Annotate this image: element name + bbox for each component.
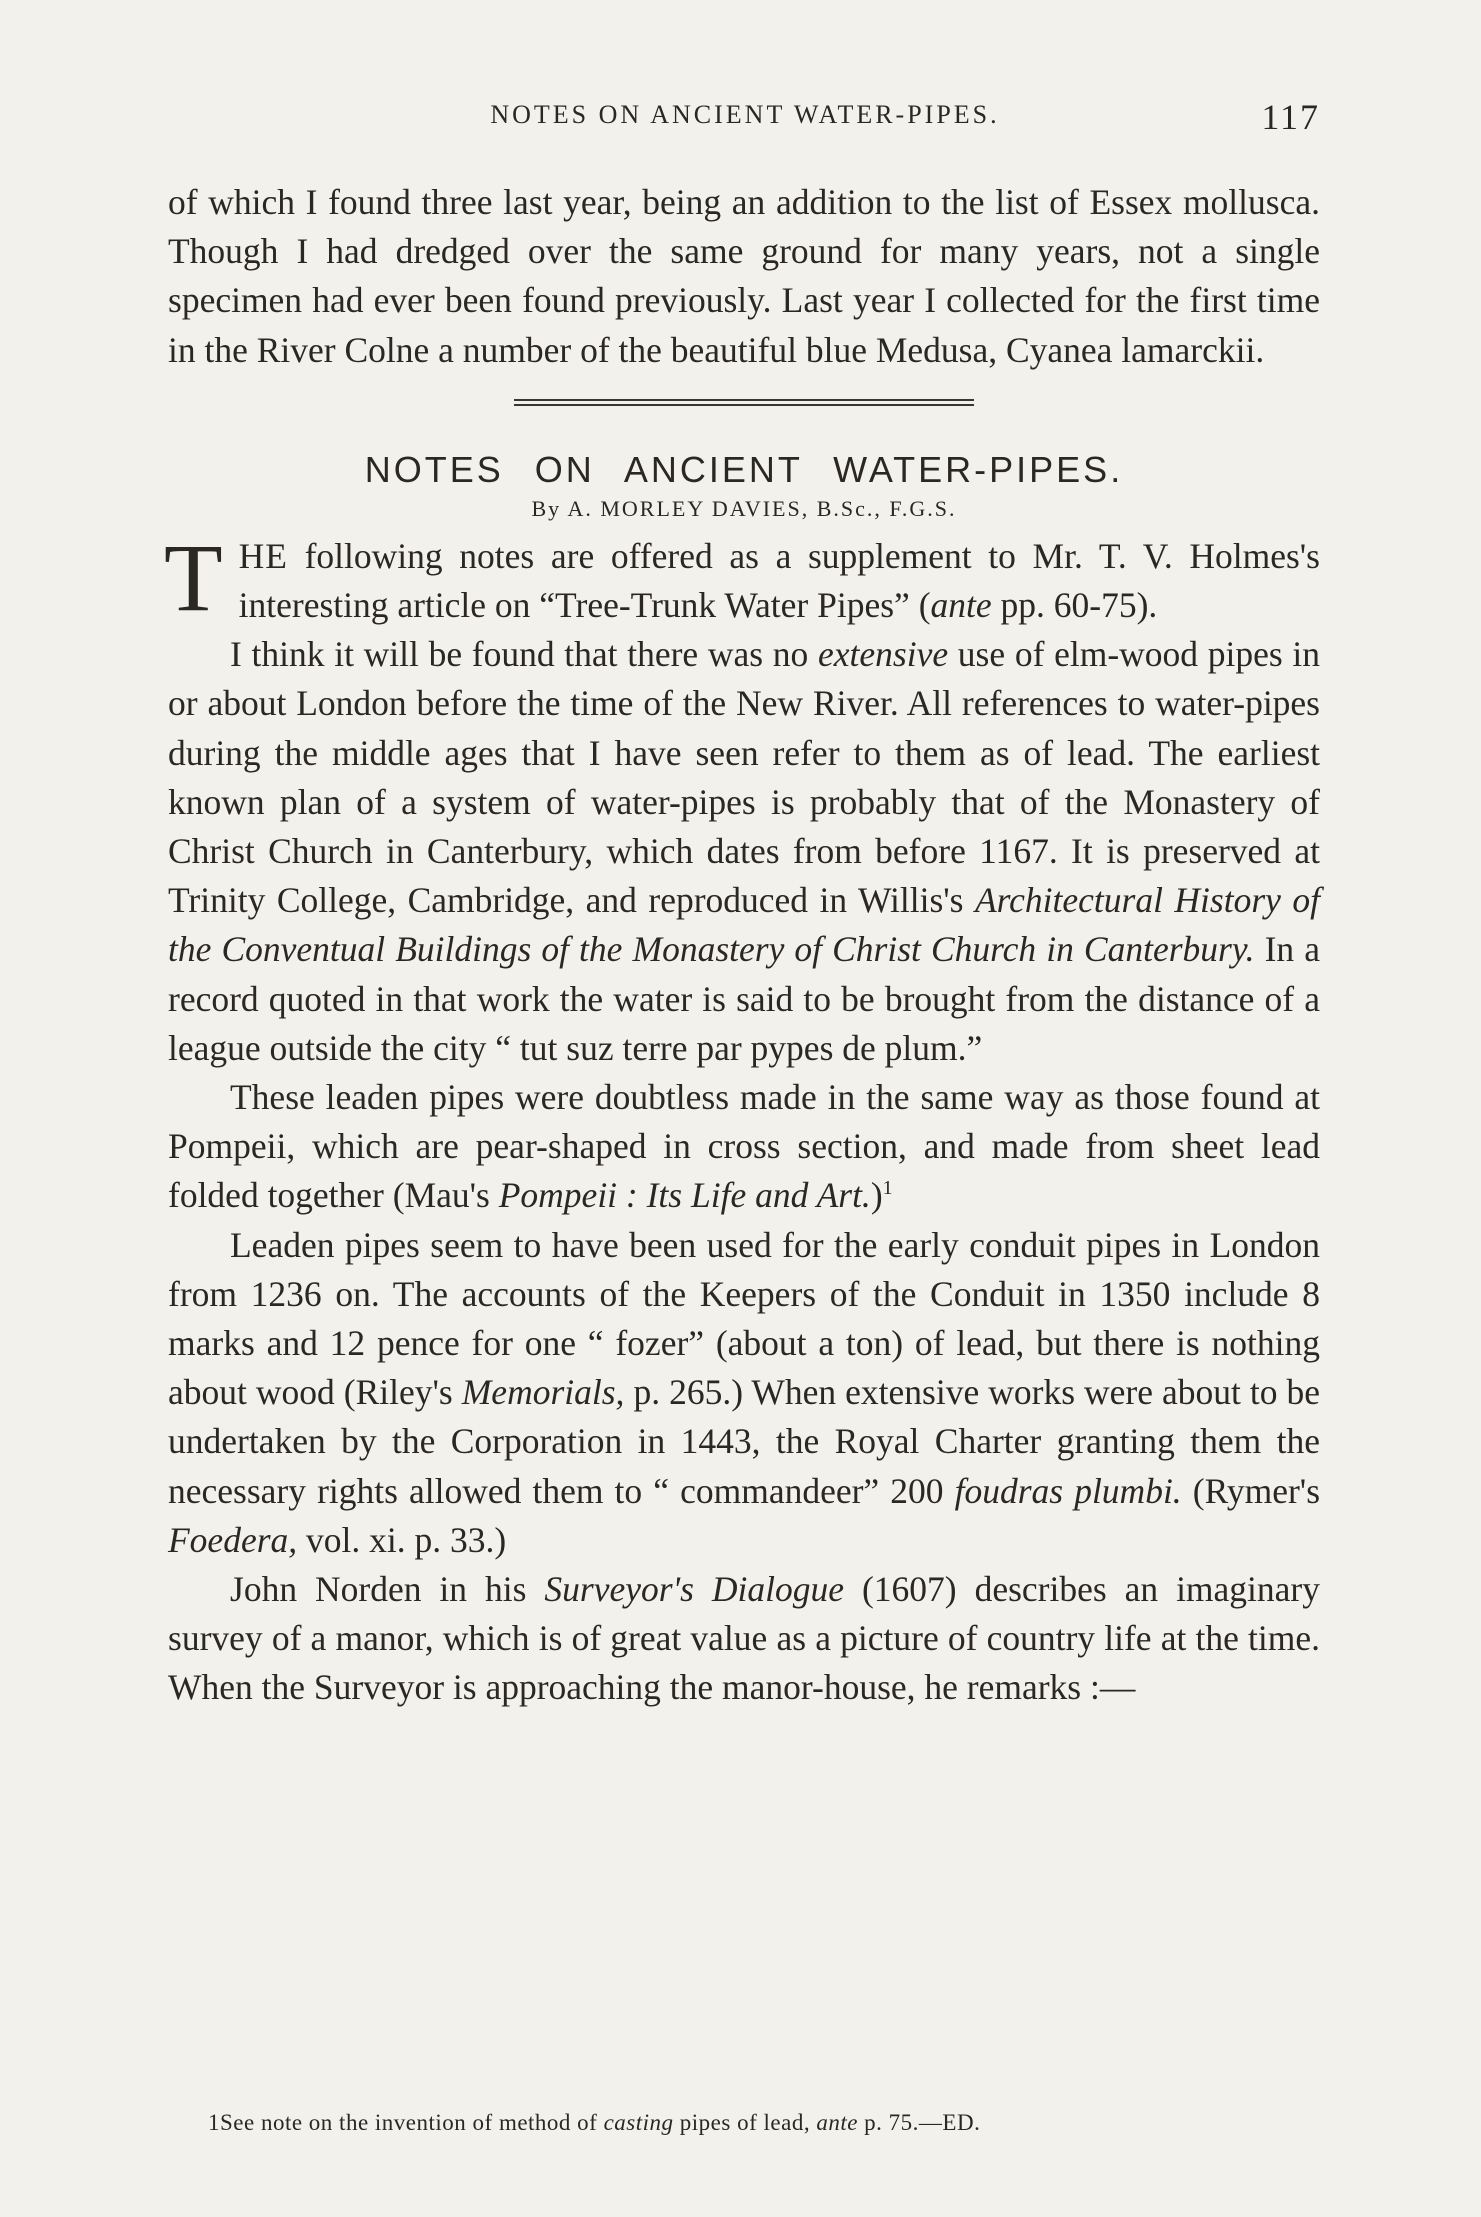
article-byline: By A. MORLEY DAVIES, B.Sc., F.G.S.: [531, 495, 957, 521]
paragraph-1-italic: ante: [930, 585, 992, 626]
footnote-italic-2: ante: [816, 2110, 858, 2135]
footnote-marker: 1: [882, 1177, 893, 1200]
paragraph-3: [168, 1073, 1320, 1221]
paragraph-2-text-a: I think it will be found that there was no: [230, 634, 819, 675]
paragraph-4-text-a: Leaden pipes seem to have been used for the early conduit pipes in London from 1236 on. The accounts of the Keepers of the Conduit in 1350 include 8 marks and 12 pence for one “ fozer” (about a ton) of lead, but there is nothing about wood (Riley's: [168, 1224, 1320, 1413]
running-title: NOTES ON ANCIENT WATER-PIPES.: [490, 100, 1000, 129]
paragraph-4-text-c: (Rymer's: [1181, 1470, 1321, 1511]
page-number: 117: [1261, 97, 1320, 137]
paragraph-3-text-b: ): [870, 1175, 883, 1216]
paragraph-4-text-d: vol. xi. p. 33.): [297, 1519, 507, 1560]
paragraph-2-text-b: use of elm-wood pipes in or about London before the time of the New River. All references to water-pipes during the middle ages that I have seen refer to them as of lead. The earliest known plan of a system of water-pipes is probably that of the Monastery of Christ Church in Canterbury, which dates from before 1167. It is preserved at Trinity College, Cambridge, and reproduced in Willis's: [168, 634, 1320, 921]
paragraph-4-italic-2: foudras plumbi.: [954, 1470, 1182, 1511]
running-head: [170, 96, 1320, 136]
footnote-text-c: p. 75.—ED.: [857, 2110, 981, 2135]
paragraph-1-text-b: pp. 60-75).: [991, 585, 1158, 626]
intro-paragraph: of which I found three last year, being an addition to the list of Essex mollusca. Though I had dredged over the same ground for many years, not a single specimen had ever been found previously. Last year I collected for the first time in the River Colne a number of the beautiful blue Medusa, Cyanea lamarckii.: [168, 182, 1320, 370]
paragraph-1: [164, 523, 1320, 631]
paragraph-3-text-a: These leaden pipes were doubtless made in the same way as those found at Pompeii, which are pear-shaped in cross section, and made from sheet lead folded together (Mau's: [168, 1077, 1320, 1216]
paragraph-2-italic-2: Architectural History of the Conventual Buildings of the Monastery of Christ Church in Canterbury.: [168, 880, 1320, 970]
article-title: NOTES ON ANCIENT WATER-PIPES.: [364, 448, 1124, 490]
paragraph-4-text-b: p. 265.) When extensive works were about to be undertaken by the Corporation in 1443, the Royal Charter granting them the necessary rights allowed them to “ commandeer” 200: [168, 1372, 1320, 1511]
text-column: [164, 178, 1321, 1713]
paragraph-2-italic-1: extensive: [818, 634, 949, 675]
footnote-text-b: pipes of lead,: [673, 2110, 817, 2135]
footnote-text-a: 1See note on the invention of method of: [208, 2110, 604, 2135]
paragraph-1-text-a: following notes are offered as a supplement to Mr. T. V. Holmes's interesting article on “Tree-Trunk Water Pipes” (: [238, 535, 1320, 626]
paragraph-5: [168, 1565, 1320, 1713]
paragraph-2-text-c: In a record quoted in that work the water is said to be brought from the distance of a league outside the city “ tut suz terre par pypes de plum.”: [168, 929, 1320, 1068]
paragraph-2: [168, 630, 1320, 1073]
paragraph-3-italic-1: Pompeii : Its Life and Art.: [498, 1175, 871, 1216]
paragraph-5-italic-1: Surveyor's Dialogue: [544, 1569, 845, 1610]
paragraph-5-text-a: John Norden in his: [230, 1569, 545, 1610]
drop-cap: T: [164, 523, 223, 631]
paragraph-4: [168, 1221, 1320, 1565]
paragraph-5-text-b: (1607) describes an imaginary survey of a manor, which is of great value as a picture of country life at the time. When the Surveyor is approaching the manor-house, he remarks :—: [168, 1569, 1320, 1708]
paragraph-4-italic-1: Memorials,: [461, 1372, 625, 1413]
section-divider: [514, 399, 974, 406]
drop-cap-continuation: HE: [238, 535, 288, 576]
paragraph-4-italic-3: Foedera,: [168, 1519, 298, 1560]
footnote: [208, 2110, 1308, 2136]
footnote-italic-1: casting: [603, 2110, 674, 2135]
